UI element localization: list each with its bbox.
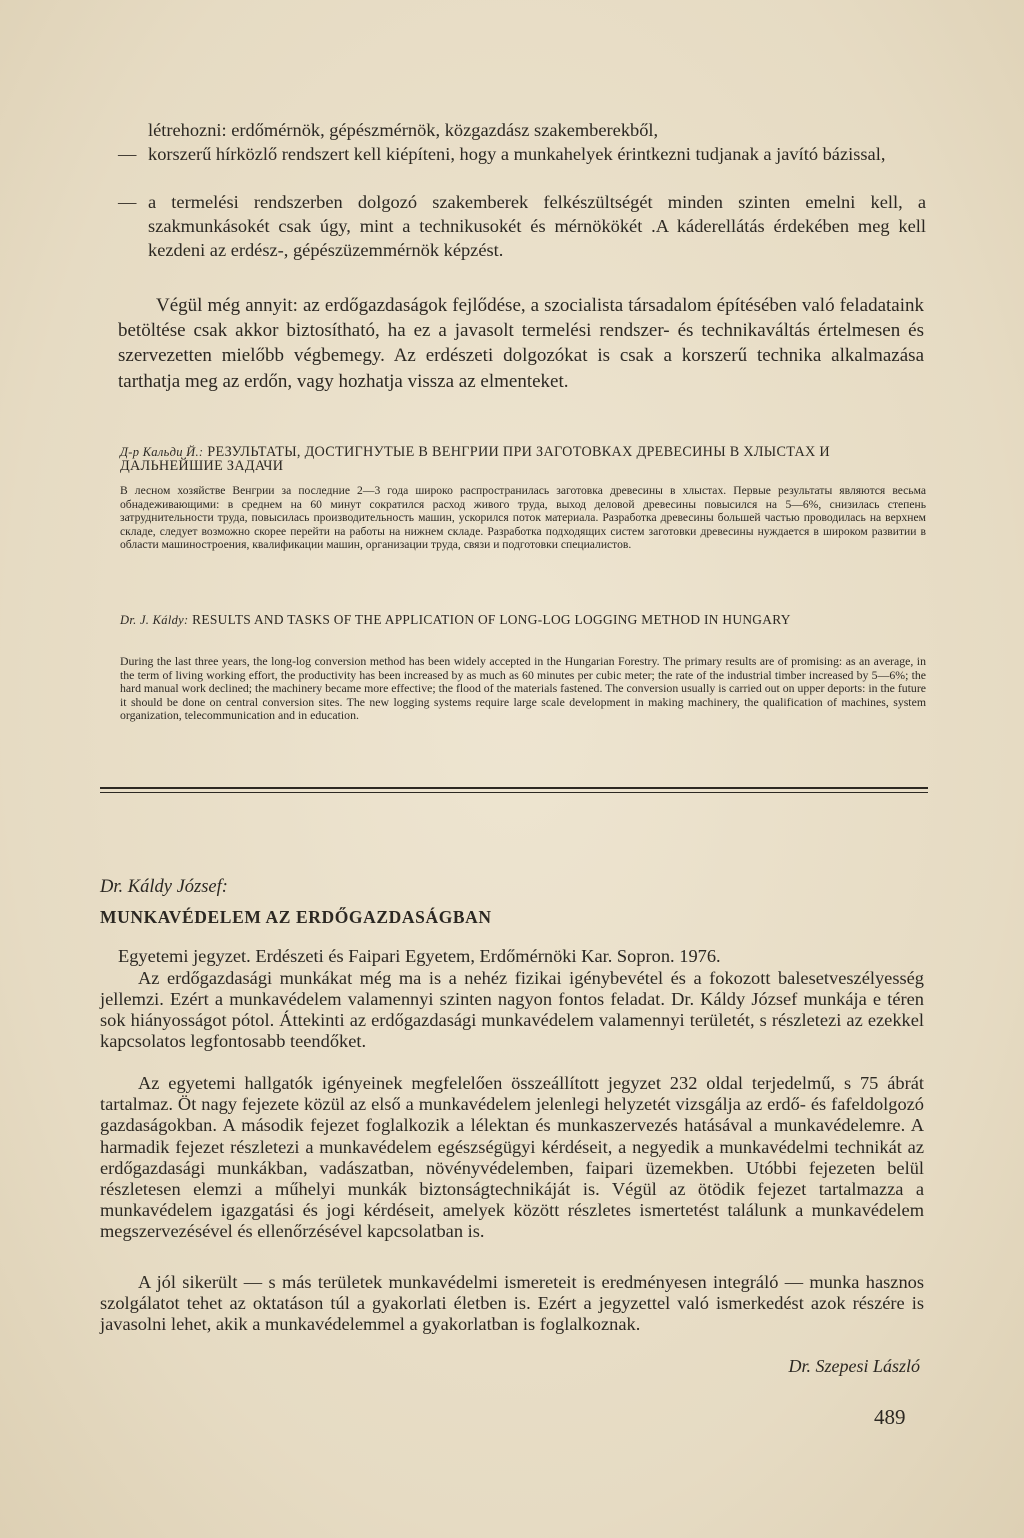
closing-paragraph: Végül még annyit: az erdőgazdaságok fejlődése, a szocialista társadalom építésében való feladataink betöltése csak akkor biztosítható, ha ez a javasolt termelési rendszer- és technikaváltás értelmesen és szervezetten mielőbb végbemegy. Az erdészeti dolgozókat is csak a korszerű technika alkalmazása tarthatja meg az erdőn, vagy hozhatja vissza az elmenteket. xyxy=(118,295,924,392)
bullet-item: — a termelési rendszerben dolgozó szakemberek felkészültségét minden szinten emelni kell, a szakmunkásokét csak úgy, mint a technikusokét és mérnökökét .A káderellátás érdekében meg kell kezdeni az erdész-, gépészüzemmérnök képzést. xyxy=(118,192,926,260)
review-source: Egyetemi jegyzet. Erdészeti és Faipari Egyetem, Erdőmérnöki Kar. Sopron. 1976. xyxy=(118,946,721,966)
review-book-title: MUNKAVÉDELEM AZ ERDŐGAZDASÁGBAN xyxy=(100,907,492,927)
english-abstract-title: Dr. J. Káldy: RESULTS AND TASKS OF THE APPLICATION OF LONG-LOG LOGGING METHOD IN HUNGARY xyxy=(120,612,791,627)
review-book-author: Dr. Káldy József: xyxy=(100,877,228,897)
english-abstract-author: Dr. J. Káldy: xyxy=(120,613,189,627)
page-number: 489 xyxy=(874,1405,906,1429)
review-paragraph: Az egyetemi hallgatók igényeinek megfelelően összeállított jegyzet 232 oldal terjedelmű, s 75 ábrát tartalmaz. Öt nagy fejezete közül az első a munkavédelem jelenlegi helyzetét vizsgálja az erdő- és fafeldolgozó gazdaságokban. A második fejezet foglalkozik a lélektan és munkaszervezés hatásával a munkavédelemre. A harmadik fejezet részletezi a munkavédelem egészségügyi kérdéseit, a negyedik a munkavédelmi technikát az erdőgazdasági munkákban, vadászatban, növényvédelemben, faipari üzemekben. Utóbbi fejezeten belül részletesen elemzi a műhelyi munkák biztonságtechnikáját is. Végül az ötödik fejezet tartalmazza a munkavédelem igazgatási és jogi kérdéseit, amelyek között részletes ismertetést találunk a munkavédelem megszervezésével és ellenőrzésével kapcsolatban is. xyxy=(100,1073,924,1242)
bullet-text: korszerű hírközlő rendszert kell kiépíteni, hogy a munkahelyek érintkezni tudjanak a javító bázissal, xyxy=(148,144,886,164)
review-paragraph: Az erdőgazdasági munkákat még ma is a nehéz fizikai igénybevétel és a fokozott balesetveszélyesség jellemzi. Ezért a munkavédelem valamennyi szinten nagyon fontos feladat. Dr. Káldy József munkája e téren sok hiányosságot pótol. Áttekinti az erdőgazdasági munkavédelem valamennyi területét, s részletezi az ezekkel kapcsolatos legfontosabb teendőket. xyxy=(100,968,924,1051)
russian-abstract-author: Д-р Кальди Й.: xyxy=(120,445,204,459)
bullet-text: a termelési rendszerben dolgozó szakemberek felkészültségét minden szinten emelni kell, a szakmunkásokét csak úgy, mint a technikusokét és mérnökökét .A káderellátás érdekében meg kell kezdeni az erdész-, gépészüzemmérnök képzést. xyxy=(148,192,926,260)
russian-abstract-body: В лесном хозяйстве Венгрии за последние 2—3 года широко распространилась заготовка древесины в хлыстах. Первые результаты являются весьма обнадеживающими: в среднем на 60 минут сократился расход живого труда, выход деловой древесины повысился на 5—6%, снизилась степень затруднительности труда, повысилась производительность машин, ускорился поток материала. Разработка древесины большей частью проводилась на верхнем складе, следует возможно скорее перейти на работы на нижнем складе. Разработка подходящих систем заготовки древесины нуждается в широком развитии в области машиностроения, квалификации машин, организации труда, связи и подготовки специалистов. xyxy=(120,484,926,551)
russian-abstract-title: Д-р Кальди Й.: РЕЗУЛЬТАТЫ, ДОСТИГНУТЫЕ В ВЕНГРИИ ПРИ ЗАГОТОВКАХ ДРЕВЕСИНЫ В ХЛЫСТАХ И ДАЛЬНЕЙШИЕ ЗАДАЧИ xyxy=(120,444,830,474)
english-abstract-body: During the last three years, the long-log conversion method has been widely accepted in the Hungarian Forestry. The primary results are of promising: as an average, in the term of living working effort, the productivity has been increased by as much as 60 minutes per cubic meter; the rate of the industrial timber increased by 5—6%; the hard manual work declined; the machinery became more effective; the flood of the materials fastened. The conversion usually is carried out on upper deports: in the future it should be done on central conversion sites. The new logging systems require large scale development in making machinery, the qualification of machines, system organization, telecommunication and in education. xyxy=(120,654,926,722)
section-divider-thin xyxy=(100,792,928,793)
bullet-item: — korszerű hírközlő rendszert kell kiépíteni, hogy a munkahelyek érintkezni tudjanak a javító bázissal, xyxy=(118,142,926,166)
lead-line: létrehozni: erdőmérnök, gépészmérnök, közgazdász szakemberekből, xyxy=(148,120,659,140)
reviewer-signature: Dr. Szepesi László xyxy=(788,1356,920,1376)
section-divider-thick xyxy=(100,787,928,789)
review-paragraph: A jól sikerült — s más területek munkavédelmi ismereteit is eredményesen integráló — munka hasznos szolgálatot tehet az oktatáson túl a gyakorlati életben is. Ezért a jegyzettel való ismerkedést azok részére is javasolni lehet, akik a munkavédelemmel a gyakorlatban is foglalkoznak. xyxy=(100,1272,924,1334)
